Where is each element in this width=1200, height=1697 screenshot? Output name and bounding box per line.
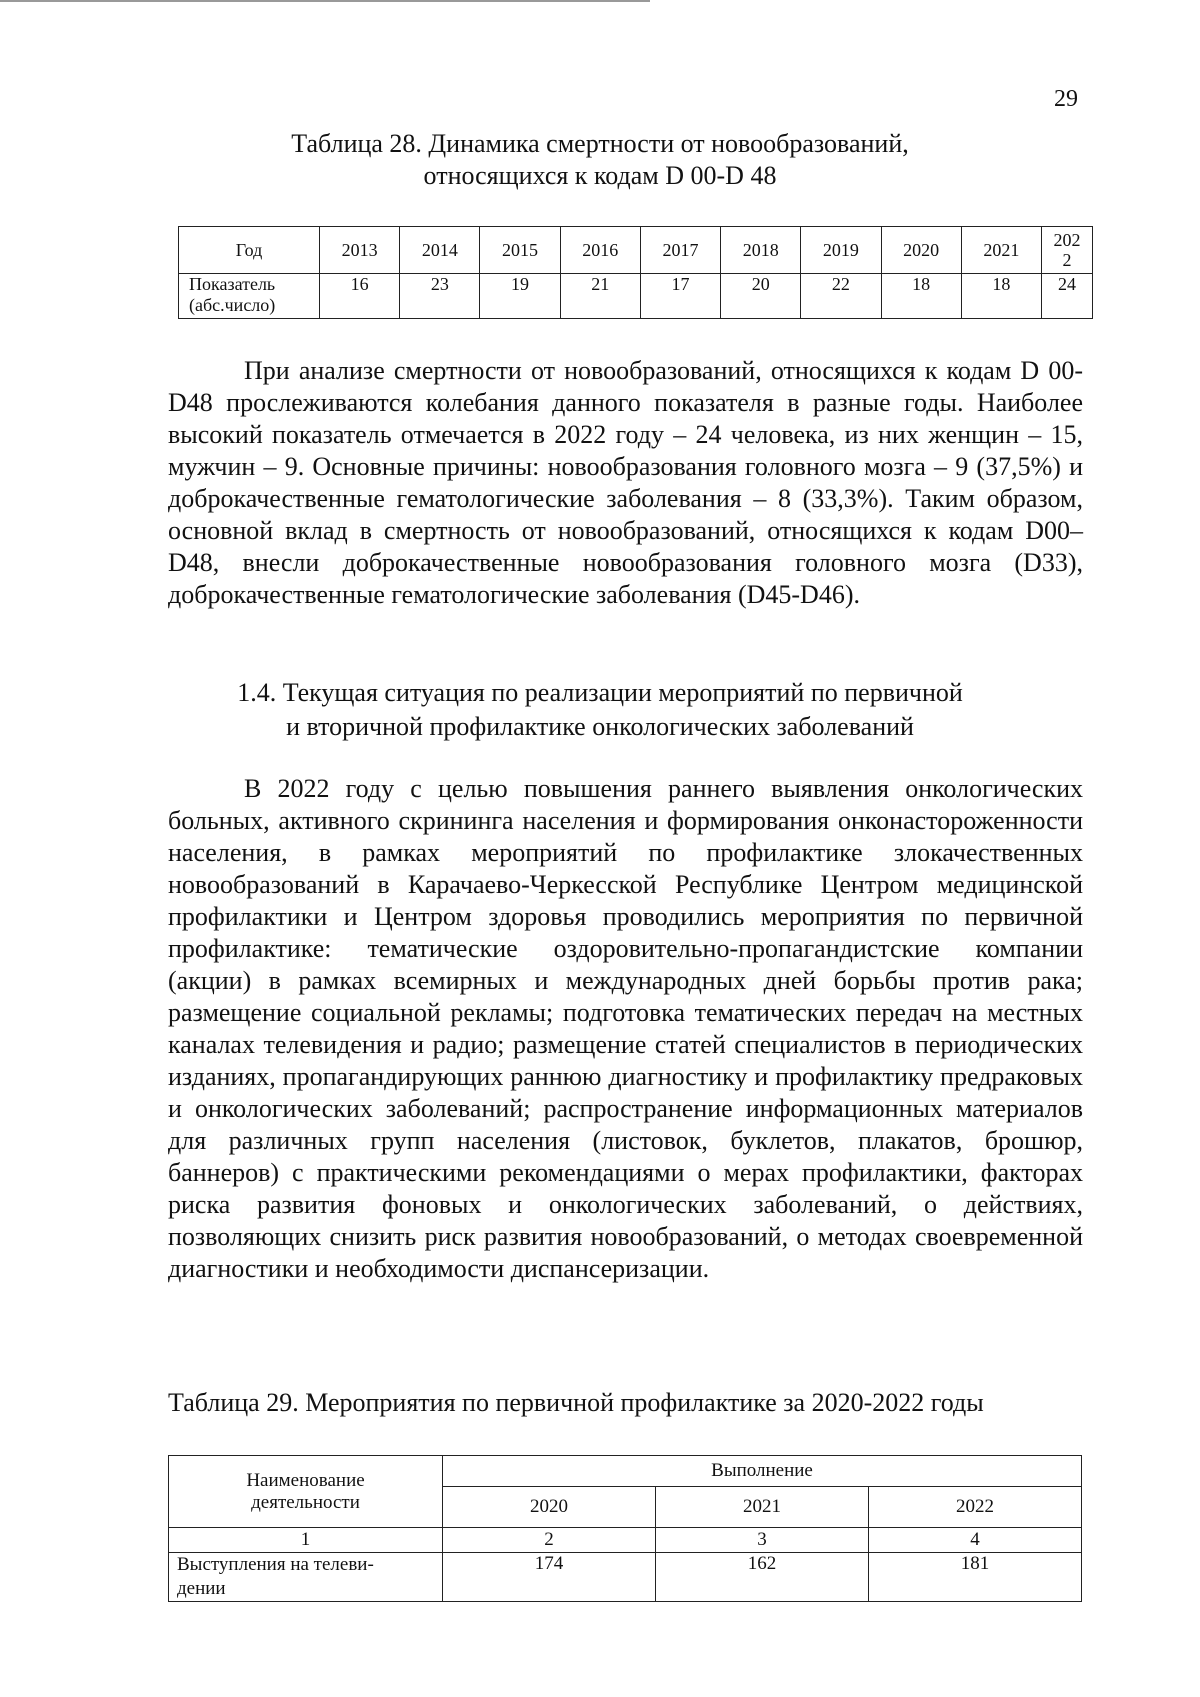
table28-row-label [179,274,320,319]
table29 [168,1455,1082,1602]
table28-year: 2021 [961,227,1041,274]
table28-caption-line1: Таблица 28. Динамика смертности от новообразований, [291,129,909,158]
table29-value: 181 [869,1553,1082,1602]
table28-header-row [179,227,1093,274]
table29-row-label-line1: Выступления на телеви- [177,1554,374,1575]
table28-row-label-line2: (абс.число) [189,295,276,315]
table29-row [169,1553,1082,1602]
table28-value: 18 [881,274,961,319]
paragraph-prevention-measures [168,773,1083,1285]
paragraph1-text: При анализе смертности от новообразований, относящихся к кодам D 00-D48 прослеживаются колебания данного показателя в разные годы. Наиболее высокий показатель отмечается в 2022 году – 24 человека, из них женщин – 15, мужчин – 9. Основные причины: новообразования головного мозга – 9 (37,5%) и доброкачественные гематологические заболевания – 8 (33,3%). Таким образом, основной вклад в смертность от новообразований, относящихся к кодам D00–D48, внесли доброкачественные новообразования головного мозга (D33), доброкачественные гематологические заболевания (D45-D46). [168,356,1083,609]
table29-col-number: 2 [443,1528,656,1553]
table28-caption-line2: относящихся к кодам D 00-D 48 [423,161,777,190]
table29-row-label-line2: дении [177,1578,226,1599]
section-heading-line2: и вторичной профилактике онкологических заболеваний [286,712,914,741]
table28-value: 16 [320,274,400,319]
table28-year: 2016 [560,227,640,274]
table28-value: 20 [721,274,801,319]
table28-caption [0,128,1200,192]
table28-header-label: Год [179,227,320,274]
table28-year-last-part1: 202 [1053,230,1081,250]
table28-year: 2018 [721,227,801,274]
table28 [178,226,1093,319]
top-edge-line [0,0,650,2]
table29-caption: Таблица 29. Мероприятия по первичной профилактике за 2020-2022 годы [168,1388,984,1417]
table28-year: 2017 [640,227,720,274]
table28-year-last-part2: 2 [1062,250,1072,270]
table29-name-header-line2: деятельности [251,1491,360,1513]
paragraph-mortality-analysis [168,355,1083,611]
table29-column-numbers-row [169,1528,1082,1553]
table28-year: 2015 [480,227,560,274]
table28-value: 21 [560,274,640,319]
table29-year: 2020 [443,1487,656,1528]
table29-value: 162 [656,1553,869,1602]
table29-name-header [169,1456,443,1528]
table29-col-number: 3 [656,1528,869,1553]
table29-group-header: Выполнение [443,1456,1082,1487]
table28-row-label-line1: Показатель [189,274,276,294]
table29-col-number: 1 [169,1528,443,1553]
table29-year: 2021 [656,1487,869,1528]
table28-values-row [179,274,1093,319]
table28-value: 23 [400,274,480,319]
table28-year-last [1042,227,1093,274]
table28-year: 2019 [801,227,881,274]
table28-year: 2014 [400,227,480,274]
paragraph2-text: В 2022 году с целью повышения раннего выявления онкологических больных, активного скрининга населения и формирования онконастороженности населения, в рамках мероприятий по профилактике злокачественных новообразований в Карачаево-Черкесской Республике Центром медицинской профилактики и Центром здоровья проводились мероприятия по первичной профилактике: тематические оздоровительно-пропагандистские компании (акции) в рамках всемирных и международных дней борьбы против рака; размещение социальной рекламы; подготовка тематических передач на местных каналах телевидения и радио; размещение статей специалистов в периодических изданиях, пропагандирующих раннюю диагностику и профилактику предраковых и онкологических заболеваний; распространение информационных материалов для различных групп населения (листовок, буклетов, плакатов, брошюр, баннеров) с практическими рекомендациями о мерах профилактики, факторах риска развития фоновых и онкологических заболеваний, о действиях, позволяющих снизить риск развития новообразований, о методах своевременной диагностики и необходимости диспансеризации. [168,774,1083,1283]
table29-year: 2022 [869,1487,1082,1528]
table28-year: 2020 [881,227,961,274]
table29-name-header-line1: Наименование [246,1469,365,1491]
table28-value: 19 [480,274,560,319]
table28-year: 2013 [320,227,400,274]
table29-value: 174 [443,1553,656,1602]
table29-col-number: 4 [869,1528,1082,1553]
table28-value: 17 [640,274,720,319]
section-heading-line1: 1.4. Текущая ситуация по реализации мероприятий по первичной [237,678,963,707]
table28-value: 22 [801,274,881,319]
page-number: 29 [1054,86,1078,112]
table29-row-label [169,1553,443,1602]
section-heading [0,676,1200,744]
table29-header-row1 [169,1456,1082,1487]
table28-value: 24 [1042,274,1093,319]
table28-value: 18 [961,274,1041,319]
